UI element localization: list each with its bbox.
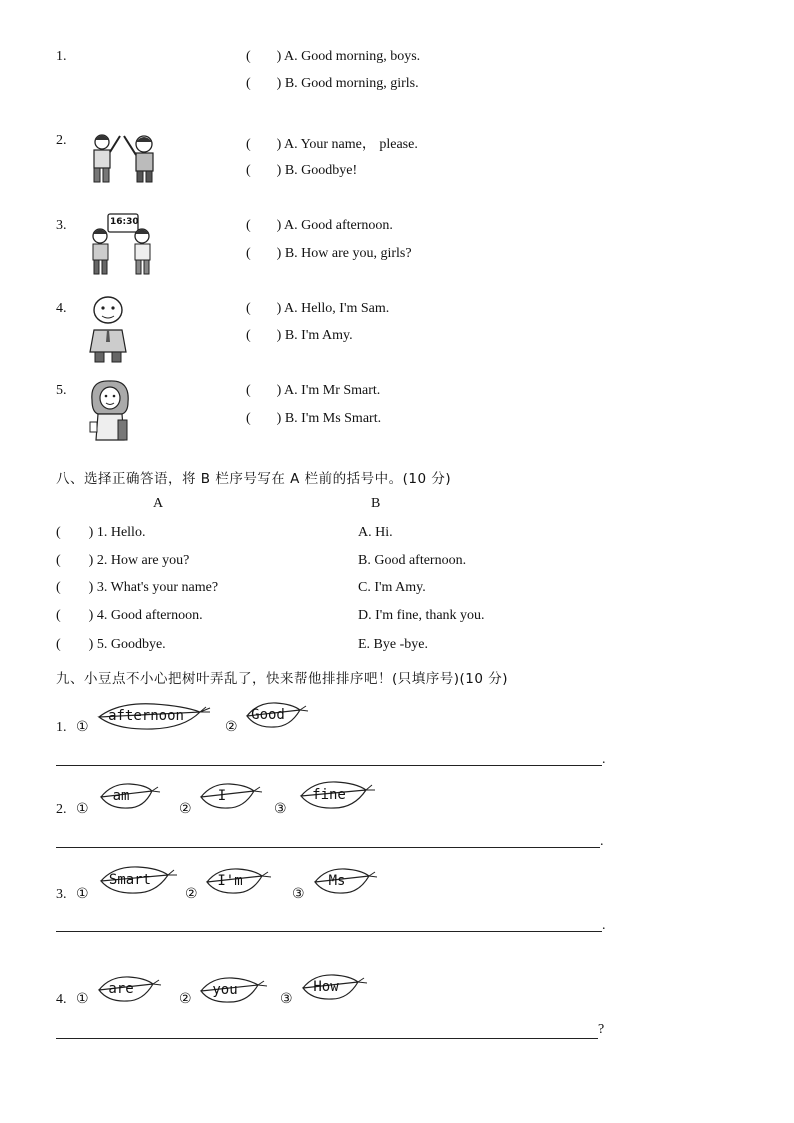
paren: (: [246, 383, 251, 398]
match-question: [56, 553, 189, 569]
leaf-card: [98, 781, 162, 811]
item-number: 2.: [56, 133, 67, 148]
leaf-card: [244, 700, 310, 730]
match-question: [56, 580, 218, 596]
leaf-word: fine: [312, 787, 346, 803]
option-text: ) B. Goodbye!: [276, 163, 358, 178]
match-answer: D. I'm fine, thank you.: [358, 608, 485, 623]
paren: (: [246, 76, 251, 91]
paren: (: [56, 580, 61, 595]
paren: (: [56, 525, 61, 540]
leaf-word: am: [112, 788, 130, 804]
option-text: ) B. How are you, girls?: [276, 246, 412, 261]
leaf-word: Ms: [328, 873, 346, 889]
paren: (: [246, 137, 251, 152]
paren: (: [246, 163, 251, 178]
leaf-card: [198, 975, 270, 1005]
option-text: ) B. I'm Ms Smart.: [276, 411, 382, 426]
leaf-card: [98, 864, 180, 896]
circle-number: ②: [179, 801, 192, 817]
paren: (: [246, 246, 251, 261]
circle-number: ②: [179, 991, 192, 1007]
item-number: 4.: [56, 992, 67, 1007]
circle-number: ③: [280, 991, 293, 1007]
item-number: 2.: [56, 802, 67, 817]
woman-picture: [86, 378, 134, 449]
leaf-word: Smart: [108, 872, 152, 888]
boy-picture: [86, 294, 134, 369]
line-end: .: [602, 918, 606, 933]
match-answer: C. I'm Amy.: [358, 580, 426, 595]
option-text: ) B. I'm Amy.: [276, 328, 353, 343]
circle-number: ③: [292, 886, 305, 902]
item-number: 4.: [56, 301, 67, 316]
item-number: 1.: [56, 49, 67, 64]
leaf-card: [96, 700, 214, 732]
match-question: [56, 608, 203, 624]
high-five-picture: [82, 128, 166, 189]
option-b: [246, 411, 381, 427]
option-a: [246, 218, 393, 234]
answer-line[interactable]: [56, 1038, 598, 1039]
answer-line[interactable]: [56, 765, 602, 766]
option-a: [246, 383, 380, 399]
clock-time: 16:30: [110, 217, 139, 227]
paren: (: [56, 608, 61, 623]
leaf-word: I'm: [217, 873, 243, 889]
option-b: [246, 163, 357, 179]
paren: (: [246, 49, 251, 64]
line-end: .: [602, 752, 606, 767]
circle-number: ①: [76, 719, 89, 735]
question-text: ) 5. Goodbye.: [88, 637, 166, 652]
leaf-card: [204, 866, 274, 896]
option-text: ) B. Good morning, girls.: [276, 76, 419, 91]
leaf-word: How: [313, 979, 339, 995]
paren: (: [56, 637, 61, 652]
circle-number: ①: [76, 801, 89, 817]
circle-number: ②: [185, 886, 198, 902]
option-a: [246, 133, 418, 153]
leaf-card: [298, 779, 378, 811]
question-text: ) 4. Good afternoon.: [88, 608, 203, 623]
paren: (: [246, 328, 251, 343]
option-a: [246, 49, 420, 65]
leaf-word: I: [217, 788, 227, 804]
option-text: ) A. Your name， please.: [276, 137, 418, 152]
column-b-header: B: [371, 496, 381, 511]
leaf-word: are: [108, 981, 134, 997]
option-text: ) A. Hello, I'm Sam.: [276, 301, 390, 316]
paren: (: [246, 218, 251, 233]
question-text: ) 1. Hello.: [88, 525, 146, 540]
option-text: ) A. Good morning, boys.: [276, 49, 421, 64]
option-text: ) A. I'm Mr Smart.: [276, 383, 381, 398]
answer-line[interactable]: [56, 931, 602, 932]
section-heading: 八、选择正确答语，将 B 栏序号写在 A 栏前的括号中。(10 分): [56, 471, 452, 487]
leaf-card: [312, 866, 380, 896]
option-b: [246, 328, 353, 344]
item-number: 5.: [56, 383, 67, 398]
line-end: ?: [598, 1022, 605, 1037]
match-question: [56, 525, 145, 541]
circle-number: ①: [76, 991, 89, 1007]
leaf-word: you: [212, 982, 238, 998]
leaf-card: [300, 972, 370, 1002]
match-answer: B. Good afternoon.: [358, 553, 467, 568]
leaf-word: Good: [251, 707, 285, 723]
circle-number: ③: [274, 801, 287, 817]
leaf-word: afternoon: [108, 708, 184, 724]
question-text: ) 3. What's your name?: [88, 580, 219, 595]
circle-number: ①: [76, 886, 89, 902]
match-question: [56, 637, 166, 653]
leaf-card: [198, 781, 264, 811]
column-a-header: A: [153, 496, 164, 511]
match-answer: E. Bye -bye.: [358, 637, 428, 652]
answer-line[interactable]: [56, 847, 600, 848]
paren: (: [246, 411, 251, 426]
question-text: ) 2. How are you?: [88, 553, 190, 568]
option-a: [246, 301, 389, 317]
item-number: 3.: [56, 218, 67, 233]
clock-picture: [86, 212, 158, 281]
option-text: ) A. Good afternoon.: [276, 218, 393, 233]
leaf-card: [96, 974, 164, 1004]
item-number: 1.: [56, 720, 67, 735]
item-number: 3.: [56, 887, 67, 902]
line-end: .: [600, 834, 604, 849]
match-answer: A. Hi.: [358, 525, 393, 540]
paren: (: [246, 301, 251, 316]
option-b: [246, 246, 412, 262]
paren: (: [56, 553, 61, 568]
circle-number: ②: [225, 719, 238, 735]
option-b: [246, 76, 419, 92]
section-heading: 九、小豆点不小心把树叶弄乱了，快来帮他排排序吧！(只填序号)(10 分): [56, 671, 509, 687]
